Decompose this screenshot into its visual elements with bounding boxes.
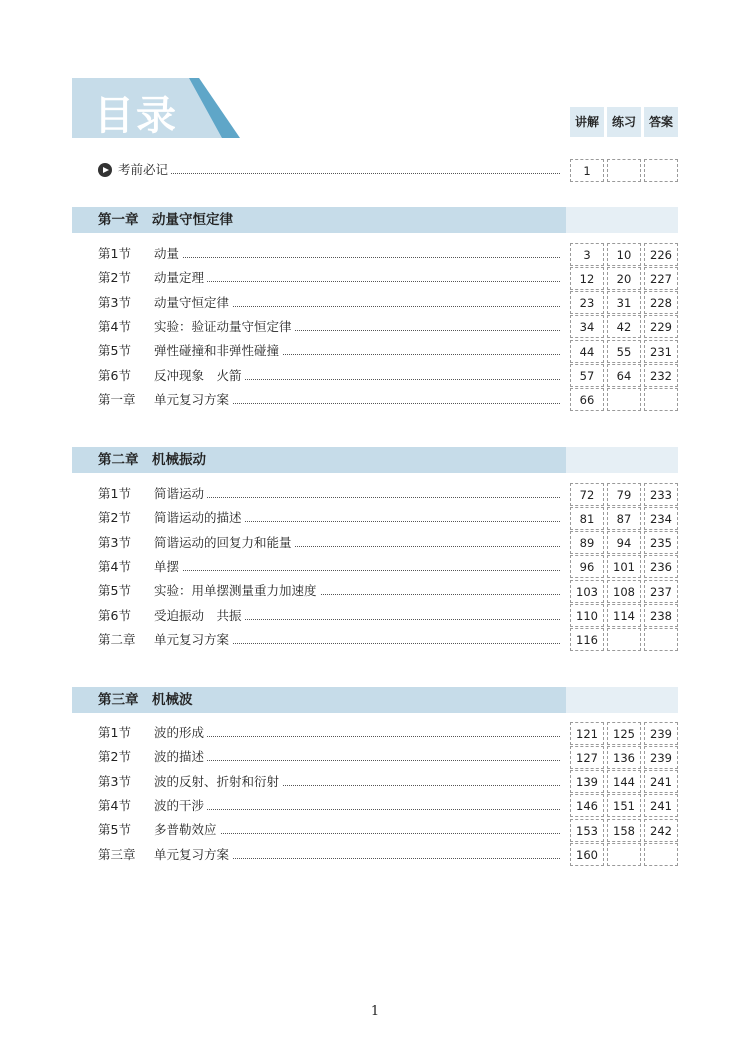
page-practice: 31 xyxy=(607,291,641,314)
page-answers: 229 xyxy=(644,315,678,338)
section-number: 第3节 xyxy=(98,534,131,550)
page-title: 目录 xyxy=(94,93,178,139)
toc-entry[interactable] xyxy=(98,389,560,411)
page-lecture: 139 xyxy=(570,770,604,793)
page-lecture: 146 xyxy=(570,794,604,817)
section-title: 受迫振动 共振 xyxy=(154,605,245,627)
page-practice: 136 xyxy=(607,746,641,769)
preface-page-answers xyxy=(644,159,678,182)
section-title: 波的形成 xyxy=(154,722,207,744)
section-title: 单元复习方案 xyxy=(154,629,232,651)
leader-dots xyxy=(154,809,560,810)
preface-row[interactable] xyxy=(98,158,560,182)
page-practice: 94 xyxy=(607,531,641,554)
chapter-title: 第三章 机械波 xyxy=(98,692,193,708)
page-lecture: 66 xyxy=(570,388,604,411)
page-lecture: 116 xyxy=(570,628,604,651)
page-answers: 226 xyxy=(644,243,678,266)
section-title: 实验：用单摆测量重力加速度 xyxy=(154,580,320,602)
page-lecture: 72 xyxy=(570,483,604,506)
page-answers: 236 xyxy=(644,555,678,578)
leader-dots xyxy=(154,281,560,282)
page-practice xyxy=(607,628,641,651)
chapter-title: 第二章 机械振动 xyxy=(98,452,206,468)
page-lecture: 57 xyxy=(570,364,604,387)
page-lecture: 96 xyxy=(570,555,604,578)
section-title: 弹性碰撞和非弹性碰撞 xyxy=(154,340,282,362)
chapter-bar-extension xyxy=(566,207,678,233)
page-practice xyxy=(607,843,641,866)
leader-dots xyxy=(154,497,560,498)
leader-dots xyxy=(118,173,560,174)
section-number: 第4节 xyxy=(98,558,131,574)
page-answers: 235 xyxy=(644,531,678,554)
page-answers xyxy=(644,843,678,866)
page-answers: 242 xyxy=(644,819,678,842)
toc-entry[interactable] xyxy=(98,629,560,651)
page-lecture: 12 xyxy=(570,267,604,290)
page-answers: 232 xyxy=(644,364,678,387)
section-number: 第2节 xyxy=(98,749,131,765)
column-header-practice: 练习 xyxy=(607,107,641,137)
page-practice: 20 xyxy=(607,267,641,290)
section-number: 第4节 xyxy=(98,797,131,813)
section-number: 第2节 xyxy=(98,270,131,286)
section-title: 反冲现象 火箭 xyxy=(154,365,245,387)
page-answers: 228 xyxy=(644,291,678,314)
chapter-title: 第一章 动量守恒定律 xyxy=(98,212,233,228)
page-practice: 10 xyxy=(607,243,641,266)
section-title: 单元复习方案 xyxy=(154,844,232,866)
toc-entry[interactable] xyxy=(98,771,560,793)
page-answers: 234 xyxy=(644,507,678,530)
toc-entry[interactable] xyxy=(98,580,560,602)
section-title: 波的描述 xyxy=(154,746,207,768)
page-answers xyxy=(644,628,678,651)
page-practice: 108 xyxy=(607,580,641,603)
toc-entry[interactable] xyxy=(98,722,560,744)
toc-entry[interactable] xyxy=(98,556,560,578)
page-lecture: 89 xyxy=(570,531,604,554)
page-practice: 79 xyxy=(607,483,641,506)
chapter-header[interactable] xyxy=(72,447,678,473)
section-number: 第2节 xyxy=(98,510,131,526)
section-title: 单摆 xyxy=(154,556,182,578)
section-number: 第3节 xyxy=(98,773,131,789)
section-title: 多普勒效应 xyxy=(154,819,220,841)
preface-title: 考前必记 xyxy=(118,158,171,182)
page-lecture: 153 xyxy=(570,819,604,842)
page-number: 1 xyxy=(370,1004,380,1019)
section-title: 简谐运动的回复力和能量 xyxy=(154,532,295,554)
section-number: 第3节 xyxy=(98,294,131,310)
toc-entry[interactable] xyxy=(98,605,560,627)
page-answers: 237 xyxy=(644,580,678,603)
toc-entry[interactable] xyxy=(98,243,560,265)
page-lecture: 44 xyxy=(570,340,604,363)
leader-dots xyxy=(154,570,560,571)
section-title: 波的干涉 xyxy=(154,795,207,817)
section-number: 第5节 xyxy=(98,583,131,599)
column-header-answers: 答案 xyxy=(644,107,678,137)
section-number: 第1节 xyxy=(98,246,131,261)
section-number: 第6节 xyxy=(98,367,131,383)
page-lecture: 3 xyxy=(570,243,604,266)
chapter-bar-extension xyxy=(566,687,678,713)
page-practice: 101 xyxy=(607,555,641,578)
page-answers: 241 xyxy=(644,794,678,817)
page-answers: 233 xyxy=(644,483,678,506)
section-title: 波的反射、折射和衍射 xyxy=(154,771,282,793)
column-header-lecture: 讲解 xyxy=(570,107,604,137)
page-lecture: 81 xyxy=(570,507,604,530)
section-number: 第一章 xyxy=(98,391,136,407)
toc-entry[interactable] xyxy=(98,365,560,387)
toc-entry[interactable] xyxy=(98,819,560,841)
page-practice: 151 xyxy=(607,794,641,817)
page-answers: 239 xyxy=(644,722,678,745)
page-answers xyxy=(644,388,678,411)
section-title: 简谐运动 xyxy=(154,483,207,505)
page-lecture: 121 xyxy=(570,722,604,745)
section-title: 实验：验证动量守恒定律 xyxy=(154,316,295,338)
section-number: 第5节 xyxy=(98,343,131,359)
section-number: 第4节 xyxy=(98,318,131,334)
page-practice: 64 xyxy=(607,364,641,387)
page-answers: 231 xyxy=(644,340,678,363)
section-title: 动量守恒定律 xyxy=(154,292,232,314)
section-title: 单元复习方案 xyxy=(154,389,232,411)
page-practice: 144 xyxy=(607,770,641,793)
page-answers: 239 xyxy=(644,746,678,769)
toc-entry[interactable] xyxy=(98,483,560,505)
toc-entry[interactable] xyxy=(98,316,560,338)
section-title: 动量定理 xyxy=(154,267,207,289)
toc-entry[interactable] xyxy=(98,267,560,289)
page-lecture: 110 xyxy=(570,604,604,627)
toc-entry[interactable] xyxy=(98,507,560,529)
toc-entry[interactable] xyxy=(98,532,560,554)
page-answers: 238 xyxy=(644,604,678,627)
page-lecture: 127 xyxy=(570,746,604,769)
section-title: 动量 xyxy=(154,243,182,265)
preface-page-practice xyxy=(607,159,641,182)
leader-dots xyxy=(154,257,560,258)
page-practice xyxy=(607,388,641,411)
chapter-header[interactable] xyxy=(72,687,678,713)
section-number: 第三章 xyxy=(98,846,136,862)
section-number: 第1节 xyxy=(98,725,131,740)
toc-entry[interactable] xyxy=(98,746,560,768)
page-practice: 158 xyxy=(607,819,641,842)
page-lecture: 160 xyxy=(570,843,604,866)
leader-dots xyxy=(154,736,560,737)
toc-entry[interactable] xyxy=(98,292,560,314)
page-lecture: 103 xyxy=(570,580,604,603)
page-lecture: 34 xyxy=(570,315,604,338)
section-number: 第6节 xyxy=(98,607,131,623)
play-icon xyxy=(98,163,112,177)
section-number: 第5节 xyxy=(98,822,131,838)
toc-entry[interactable] xyxy=(98,844,560,866)
page-practice: 114 xyxy=(607,604,641,627)
chapter-header[interactable] xyxy=(72,207,678,233)
section-number: 第1节 xyxy=(98,486,131,501)
section-title: 简谐运动的描述 xyxy=(154,507,245,529)
chapter-bar-extension xyxy=(566,447,678,473)
page-practice: 55 xyxy=(607,340,641,363)
section-number: 第二章 xyxy=(98,631,136,647)
toc-entry[interactable] xyxy=(98,340,560,362)
page-answers: 241 xyxy=(644,770,678,793)
page-practice: 42 xyxy=(607,315,641,338)
title-banner xyxy=(72,78,240,138)
page-lecture: 23 xyxy=(570,291,604,314)
toc-entry[interactable] xyxy=(98,795,560,817)
page-answers: 227 xyxy=(644,267,678,290)
page-practice: 87 xyxy=(607,507,641,530)
page-practice: 125 xyxy=(607,722,641,745)
leader-dots xyxy=(154,760,560,761)
preface-page-lecture: 1 xyxy=(570,159,604,182)
